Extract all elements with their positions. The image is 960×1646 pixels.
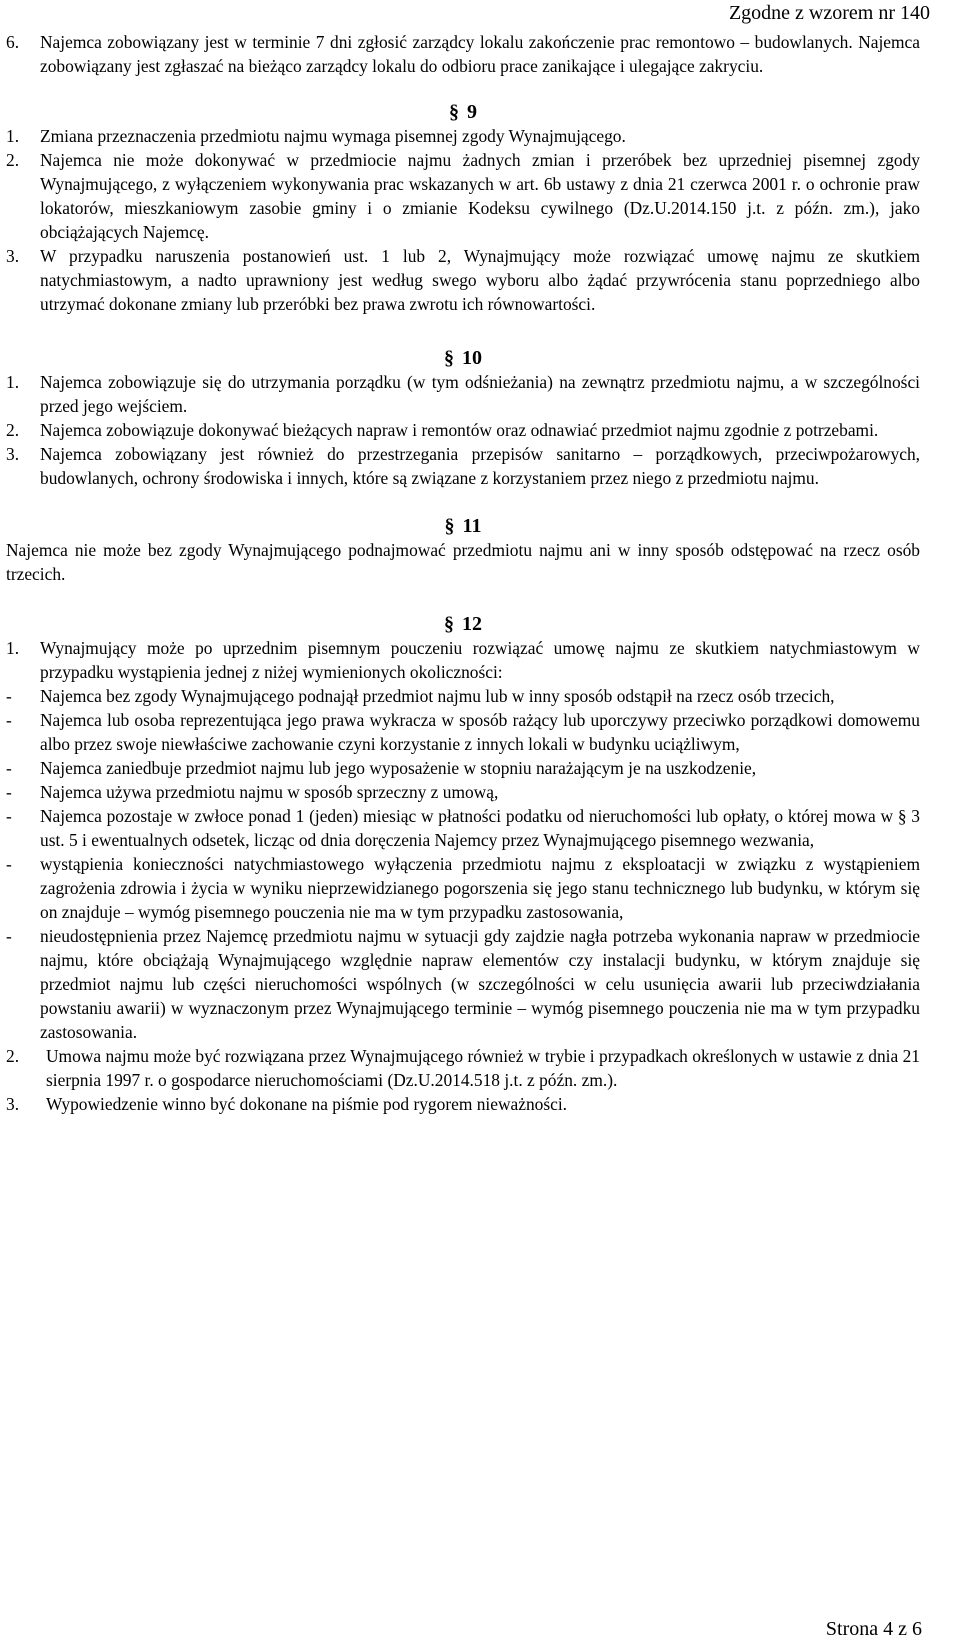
bullet-item [6, 684, 920, 708]
item-text: W przypadku naruszenia postanowień ust. 1 lub 2, Wynajmujący może rozwiązać umowę najmu ze skutkiem natychmiastowym, a nadto uprawniony jest według swego wyboru albo żądać przywrócenia stanu poprzedniego albo utrzymać dokonane zmiany lub przeróbki bez prawa zwrotu ich równowartości. [40, 246, 920, 314]
item-text: Najemca lub osoba reprezentująca jego prawa wykracza w sposób rażący lub uporczywy przeciwko porządkowi domowemu albo przez swoje niewłaściwe zachowanie czyni korzystanie z innych lokali w budynku uciążliwym, [40, 710, 920, 754]
section-heading [6, 346, 920, 370]
paragraph: Najemca nie może bez zgody Wynajmującego podnajmować przedmiotu najmu ani w inny sposób odstępować na rzecz osób trzecich. [6, 540, 920, 584]
section-heading [6, 612, 920, 636]
item-number: - [6, 758, 12, 778]
item-number: 1. [6, 126, 20, 146]
item-number: 2. [6, 1046, 20, 1066]
bullet-item [6, 708, 920, 756]
numbered-item [6, 636, 920, 684]
section-heading [6, 514, 920, 538]
item-number: - [6, 854, 12, 874]
item-text: Najemca zobowiązuje dokonywać bieżących napraw i remontów oraz odnawiać przedmiot najmu zgodnie z potrzebami. [40, 420, 879, 440]
numbered-item [6, 124, 920, 148]
item-text: Najemca nie może dokonywać w przedmiocie najmu żadnych zmian i przeróbek bez uprzedniej pisemnej zgody Wynajmującego, z wyłączeniem wykonywania prac wskazanych w art. 6b ustawy z dnia 21 czerwca 2001 r. o ochronie praw lokatorów, mieszkaniowym zasobie gminy i o zmianie Kodeksu cywilnego (Dz.U.2014.150 j.t. z późn. zm.), jako obciążających Najemcę. [40, 150, 920, 242]
section-number: 12 [462, 613, 482, 635]
section-number: 9 [467, 101, 477, 123]
numbered-item [6, 244, 920, 316]
numbered-item [6, 418, 920, 442]
section-symbol: § [449, 101, 459, 123]
item-number: 3. [6, 444, 20, 464]
item-number: 3. [6, 246, 20, 266]
section-number: 10 [462, 347, 482, 369]
item-text: Zmiana przeznaczenia przedmiotu najmu wymaga pisemnej zgody Wynajmującego. [40, 126, 626, 146]
bullet-item [6, 780, 920, 804]
item-text: Wynajmujący może po uprzednim pisemnym pouczeniu rozwiązać umowę najmu ze skutkiem natychmiastowym w przypadku wystąpienia jednej z niżej wymienionych okoliczności: [40, 638, 920, 682]
section-heading [6, 100, 920, 124]
section-number: 11 [462, 515, 482, 537]
item-text: Najemca zobowiązany jest w terminie 7 dni zgłosić zarządcy lokalu zakończenie prac remontowo – budowlanych. Najemca zobowiązany jest zgłaszać na bieżąco zarządcy lokalu do odbioru prace zanikające i ulegające zakryciu. [40, 32, 920, 76]
item-number: - [6, 710, 12, 730]
bullet-item [6, 756, 920, 780]
item-text: Najemca zobowiązany jest również do przestrzegania przepisów sanitarno – porządkowych, przeciwpożarowych, budowlanych, ochrony środowiska i innych, które są związane z korzystaniem przez niego z przedmiotu najmu. [40, 444, 920, 488]
section-symbol: § [444, 515, 455, 537]
page-header: Zgodne z wzorem nr 140 [728, 2, 930, 24]
item-text: nieudostępnienia przez Najemcę przedmiotu najmu w sytuacji gdy zajdzie nagła potrzeba wykonania napraw w przedmiocie najmu, które obciążają Wynajmującego względnie napraw elementów czy instalacji budynku, w którym znajduje się przedmiot najmu lub części nieruchomości wspólnych (w szczególności w celu usunięcia awarii lub przeciwdziałania powstaniu awarii) w wyznaczonym przez Wynajmującego terminie – wymóg pisemnego pouczenia nie ma w tym przypadku zastosowania. [40, 926, 920, 1042]
item-number: - [6, 806, 12, 826]
item-text: Najemca pozostaje w zwłoce ponad 1 (jeden) miesiąc w płatności podatku od nieruchomości lub opłaty, o której mowa w § 3 ust. 5 i ewentualnych odsetek, licząc od dnia doręczenia Najemcy przez Wynajmującego pisemnego wezwania, [40, 806, 920, 850]
item-text: Najemca zobowiązuje się do utrzymania porządku (w tym odśnieżania) na zewnątrz przedmiotu najmu, a w szczególności przed jego wejściem. [40, 372, 920, 416]
section-symbol: § [444, 613, 454, 635]
item-number: 1. [6, 638, 20, 658]
item-text: Najemca bez zgody Wynajmującego podnajął przedmiot najmu lub w inny sposób odstąpił na rzecz osób trzecich, [40, 686, 835, 706]
numbered-item [6, 1044, 920, 1092]
bullet-item [6, 804, 920, 852]
section-symbol: § [444, 347, 454, 369]
item-number: 2. [6, 150, 20, 170]
numbered-item [6, 30, 920, 78]
numbered-item [6, 442, 920, 490]
item-text: Wypowiedzenie winno być dokonane na piśmie pod rygorem nieważności. [46, 1094, 568, 1114]
document-body [6, 30, 920, 1116]
item-text: wystąpienia konieczności natychmiastowego wyłączenia przedmiotu najmu z eksploatacji w związku z wystąpieniem zagrożenia zdrowia i życia w wyniku nieprzewidzianego pogorszenia się jego stanu technicznego lub budynku, w którym się on znajduje – wymóg pisemnego pouczenia nie ma w tym przypadku zastosowania, [40, 854, 920, 922]
item-number: - [6, 686, 12, 706]
item-text: Najemca używa przedmiotu najmu w sposób sprzeczny z umową, [40, 782, 499, 802]
page-footer: Strona 4 z 6 [825, 1618, 922, 1640]
bullet-item [6, 852, 920, 924]
item-number: - [6, 926, 12, 946]
item-text: Umowa najmu może być rozwiązana przez Wynajmującego również w trybie i przypadkach określonych w ustawie z dnia 21 sierpnia 1997 r. o gospodarce nieruchomościami (Dz.U.2014.518 j.t. z późn. zm.). [46, 1046, 920, 1090]
numbered-item [6, 1092, 920, 1116]
item-text: Najemca zaniedbuje przedmiot najmu lub jego wyposażenie w stopniu narażającym je na uszkodzenie, [40, 758, 757, 778]
numbered-item [6, 148, 920, 244]
item-number: 1. [6, 372, 20, 392]
item-number: 2. [6, 420, 20, 440]
item-number: - [6, 782, 12, 802]
numbered-item [6, 370, 920, 418]
bullet-item [6, 924, 920, 1044]
item-number: 3. [6, 1094, 20, 1114]
item-number: 6. [6, 32, 20, 52]
